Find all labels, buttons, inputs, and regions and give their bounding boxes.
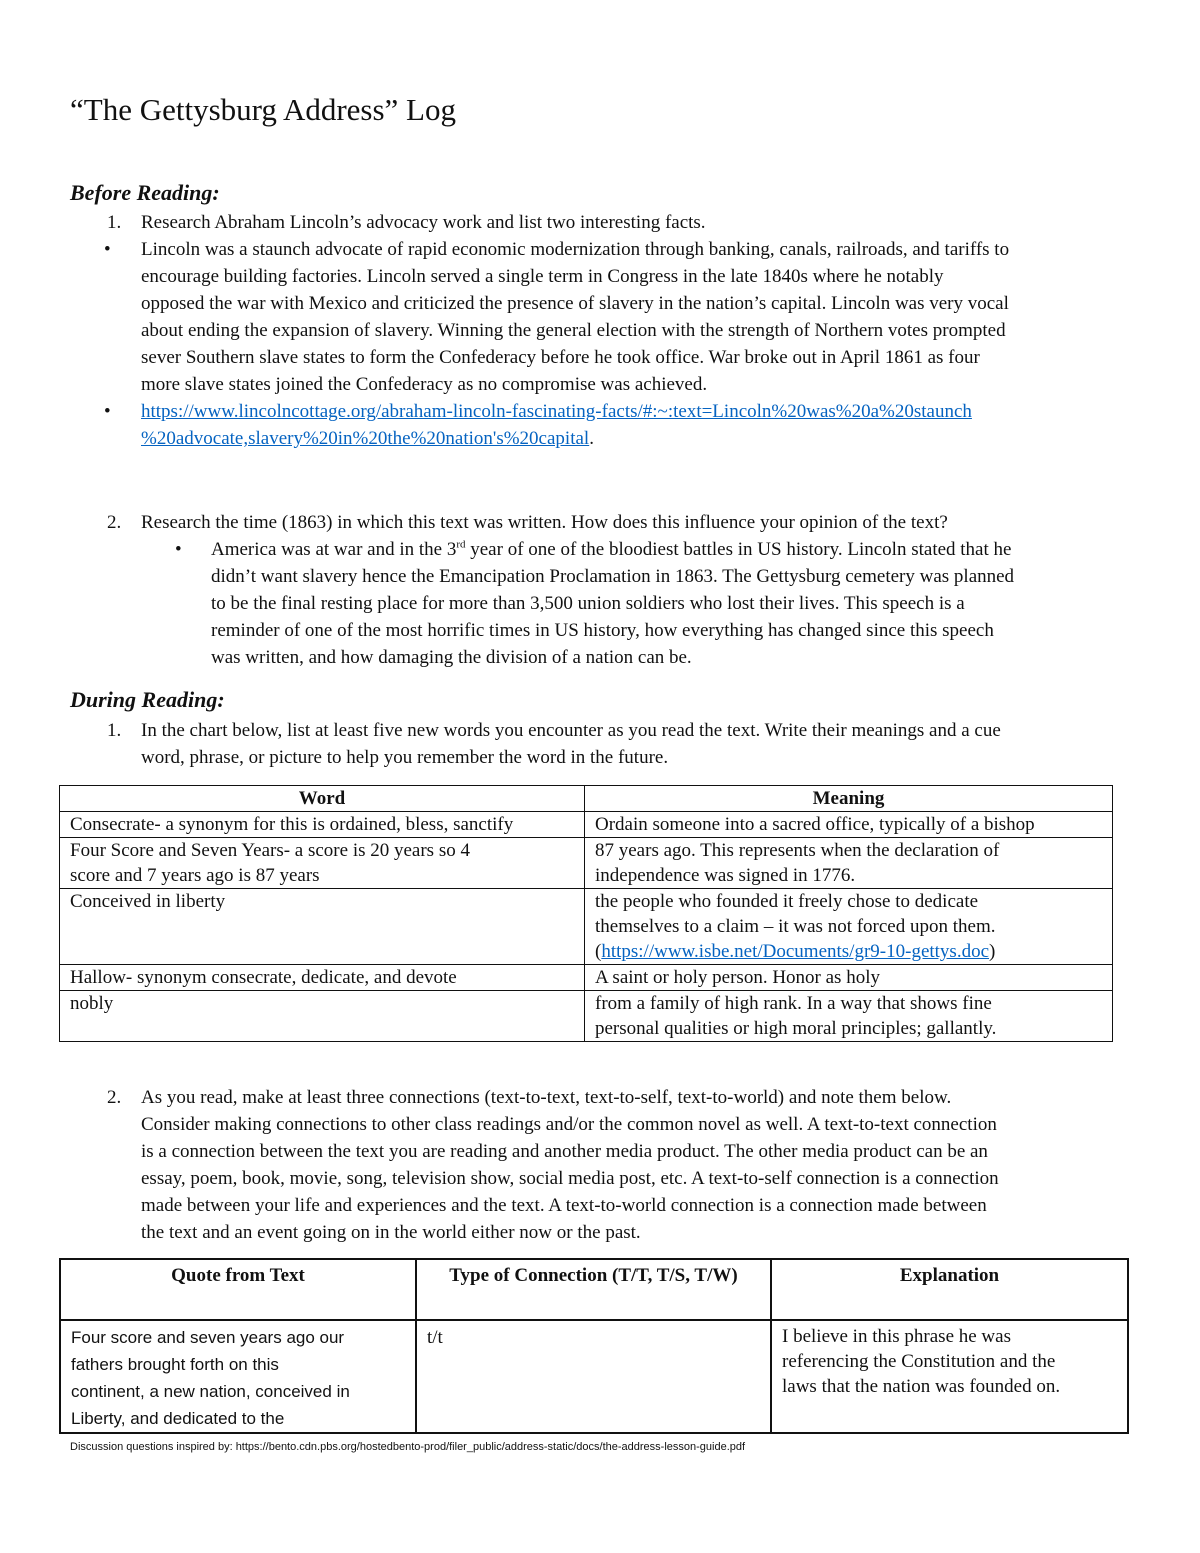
quote-cell (60, 1320, 416, 1433)
column-header-meaning: Meaning (585, 786, 1113, 812)
lincoln-cottage-link[interactable]: https://www.lincolncottage.org/abraham-lincoln-fascinating-facts/#:~:text=Lincoln%20was%20a%20staunch (141, 401, 972, 422)
word-cell (60, 965, 585, 991)
page-title: “The Gettysburg Address” Log (70, 92, 456, 127)
meaning-cell (585, 838, 1113, 889)
cell-line: Four Score and Seven Years- a score is 20 years so 4 (70, 840, 470, 861)
answer-line: reminder of one of the most horrific times in US history, how everything has changed since this speech (211, 620, 994, 641)
cell-line: Conceived in liberty (70, 891, 226, 912)
instruction-line: the text and an event going on in the world either now or the past. (141, 1222, 641, 1243)
answer-line: opposed the war with Mexico and criticized the presence of slavery in the nation’s capital. Lincoln was very vocal (141, 293, 1009, 314)
meaning-cell (585, 812, 1113, 838)
bullet-icon: • (175, 539, 182, 560)
table-row (60, 965, 1113, 991)
instruction-line: Consider making connections to other class readings and/or the common novel as well. A text-to-text connection (141, 1114, 997, 1135)
during-reading-heading: During Reading: (70, 687, 225, 712)
cell-line: from a family of high rank. In a way that shows fine (595, 993, 992, 1014)
column-header-explanation: Explanation (771, 1259, 1128, 1320)
time-period-answer (211, 536, 1014, 671)
source-link-block (141, 398, 972, 452)
cell-line: referencing the Constitution and the (782, 1351, 1056, 1372)
cell-line: I believe in this phrase he was (782, 1326, 1011, 1347)
footer-citation: Discussion questions inspired by: https://bento.cdn.pbs.org/hostedbento-prod/filer_public/address-static/docs/the-address-lesson-guide.pdf (70, 1441, 746, 1453)
cell-line: fathers brought forth on this (71, 1355, 279, 1374)
paren: ) (989, 941, 996, 962)
answer-text: year of one of the bloodiest battles in US history. Lincoln stated that he (465, 539, 1012, 560)
word-cell (60, 812, 585, 838)
connections-table (59, 1258, 1129, 1434)
answer-line: to be the final resting place for more than 3,500 union soldiers who lost their lives. This speech is a (211, 593, 965, 614)
word-cell (60, 991, 585, 1042)
answer-line: sever Southern slave states to form the Confederacy before he took office. War broke out in April 1861 as four (141, 347, 980, 368)
table-row (60, 1320, 1128, 1433)
cell-line: themselves to a claim – it was not forced upon them. (595, 916, 996, 937)
word-cell (60, 838, 585, 889)
cell-line: Liberty, and dedicated to the (71, 1409, 285, 1428)
table-row (60, 812, 1113, 838)
answer-line: was written, and how damaging the division of a nation can be. (211, 647, 692, 668)
type-cell (416, 1320, 771, 1433)
instruction-line: is a connection between the text you are reading and another media product. The other media product can be an (141, 1141, 988, 1162)
during-question-2-number: 2. (107, 1087, 122, 1108)
table-row (60, 889, 1113, 965)
cell-line: continent, a new nation, conceived in (71, 1382, 350, 1401)
instruction-line: In the chart below, list at least five new words you encounter as you read the text. Write their meanings and a cue (141, 720, 1001, 741)
cell-line: t/t (427, 1327, 443, 1348)
meaning-cell (585, 991, 1113, 1042)
cell-line: 87 years ago. This represents when the declaration of (595, 840, 1000, 861)
meaning-cell (585, 889, 1113, 965)
bullet-icon: • (104, 239, 111, 260)
cell-line (595, 939, 1102, 964)
word-cell (60, 889, 585, 965)
explanation-cell (771, 1320, 1128, 1433)
cell-line: laws that the nation was founded on. (782, 1376, 1061, 1397)
table-row (60, 838, 1113, 889)
column-header-quote: Quote from Text (60, 1259, 416, 1320)
column-header-word: Word (60, 786, 585, 812)
during-question-2-text (141, 1084, 999, 1246)
lincoln-cottage-link-continued[interactable]: %20advocate,slavery%20in%20the%20nation's%20capital (141, 428, 590, 449)
bullet-icon: • (104, 401, 111, 422)
meaning-cell (585, 965, 1113, 991)
table-row (60, 991, 1113, 1042)
cell-line: Ordain someone into a sacred office, typically of a bishop (595, 814, 1035, 835)
before-reading-heading: Before Reading: (70, 180, 220, 205)
answer-line: didn’t want slavery hence the Emancipation Proclamation in 1863. The Gettysburg cemetery was planned (211, 566, 1015, 587)
table-header-row (60, 1259, 1128, 1320)
column-header-type: Type of Connection (T/T, T/S, T/W) (416, 1259, 771, 1320)
cell-line: independence was signed in 1776. (595, 865, 856, 886)
answer-line: Lincoln was a staunch advocate of rapid economic modernization through banking, canals, railroads, and tariffs to (141, 239, 1010, 260)
answer-text: America was at war and in the 3 (211, 539, 457, 560)
paren: ( (595, 941, 602, 962)
lincoln-facts-answer (141, 236, 1009, 398)
instruction-line: As you read, make at least three connections (text-to-text, text-to-self, text-to-world) and note them below. (141, 1087, 952, 1108)
cell-line: Four score and seven years ago our (71, 1328, 345, 1347)
instruction-line: made between your life and experiences and the text. A text-to-world connection is a connection made between (141, 1195, 987, 1216)
cell-line: score and 7 years ago is 87 years (70, 865, 320, 886)
answer-line: more slave states joined the Confederacy as no compromise was achieved. (141, 374, 708, 395)
instruction-line: word, phrase, or picture to help you remember the word in the future. (141, 747, 669, 768)
vocabulary-table (59, 785, 1113, 1042)
during-question-1-number: 1. (107, 720, 122, 741)
answer-line: about ending the expansion of slavery. Winning the general election with the strength of Northern votes prompted (141, 320, 1006, 341)
cell-line: A saint or holy person. Honor as holy (595, 967, 880, 988)
question-1-text: Research Abraham Lincoln’s advocacy work and list two interesting facts. (141, 212, 706, 233)
answer-line: encourage building factories. Lincoln served a single term in Congress in the late 1840s where he notably (141, 266, 944, 287)
ordinal-suffix: rd (456, 538, 466, 551)
cell-line: Consecrate- a synonym for this is ordained, bless, sanctify (70, 814, 514, 835)
during-question-1-text (141, 717, 1001, 771)
cell-line: Hallow- synonym consecrate, dedicate, and devote (70, 967, 457, 988)
cell-line: nobly (70, 993, 114, 1014)
question-1-number: 1. (107, 212, 122, 233)
link-period: . (589, 428, 594, 449)
table-header-row (60, 786, 1113, 812)
instruction-line: essay, poem, book, movie, song, television show, social media post, etc. A text-to-self connection is a connection (141, 1168, 999, 1189)
question-2-text: Research the time (1863) in which this text was written. How does this influence your opinion of the text? (141, 512, 948, 533)
question-2-number: 2. (107, 512, 122, 533)
cell-line: the people who founded it freely chose to dedicate (595, 891, 979, 912)
cell-line: personal qualities or high moral principles; gallantly. (595, 1018, 997, 1039)
isbe-link[interactable]: https://www.isbe.net/Documents/gr9-10-gettys.doc (601, 941, 990, 962)
